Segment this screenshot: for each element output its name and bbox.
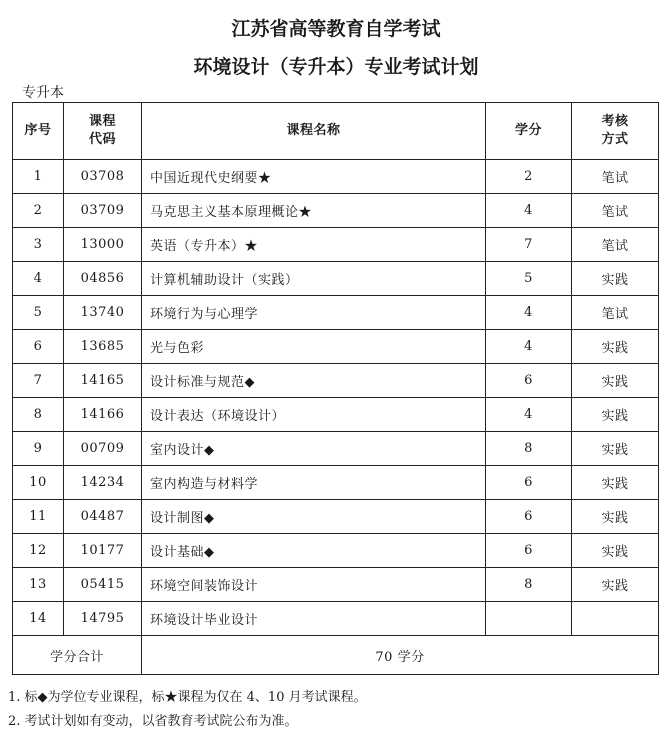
cell-exam — [572, 602, 659, 636]
cell-credit: 2 — [486, 160, 572, 194]
cell-name: 设计制图◆ — [142, 500, 486, 534]
cell-no: 3 — [13, 228, 64, 262]
header-code-line2: 代码 — [88, 132, 116, 147]
cell-name: 英语（专升本）★ — [142, 228, 486, 262]
cell-credit: 4 — [486, 296, 572, 330]
cell-exam: 实践 — [572, 364, 659, 398]
cell-code: 13740 — [64, 296, 142, 330]
table-row — [13, 568, 659, 602]
cell-name: 马克思主义基本原理概论★ — [142, 194, 486, 228]
cell-no: 8 — [13, 398, 64, 432]
cell-name: 室内设计◆ — [142, 432, 486, 466]
header-credit: 学分 — [486, 103, 572, 160]
cell-credit: 4 — [486, 398, 572, 432]
cell-name: 计算机辅助设计（实践） — [142, 262, 486, 296]
cell-credit: 4 — [486, 194, 572, 228]
cell-exam: 实践 — [572, 534, 659, 568]
table-row — [13, 228, 659, 262]
exam-plan-table — [12, 102, 659, 675]
cell-name: 环境行为与心理学 — [142, 296, 486, 330]
cell-exam: 笔试 — [572, 160, 659, 194]
cell-no: 5 — [13, 296, 64, 330]
table-row — [13, 534, 659, 568]
cell-code: 13000 — [64, 228, 142, 262]
document-subtitle: 环境设计（专升本）专业考试计划 — [193, 56, 479, 78]
cell-name: 设计标准与规范◆ — [142, 364, 486, 398]
cell-credit: 5 — [486, 262, 572, 296]
cell-name: 环境设计毕业设计 — [142, 602, 486, 636]
cell-code: 10177 — [64, 534, 142, 568]
header-exam — [572, 103, 659, 160]
table-row — [13, 296, 659, 330]
cell-code: 04856 — [64, 262, 142, 296]
note-1: 1. 标◆为学位专业课程，标★课程为仅在 4、10 月考试课程。 — [8, 690, 367, 705]
cell-credit: 6 — [486, 466, 572, 500]
note-2: 2. 考试计划如有变动，以省教育考试院公布为准。 — [8, 714, 298, 729]
cell-exam: 实践 — [572, 330, 659, 364]
cell-name: 设计表达（环境设计） — [142, 398, 486, 432]
level-label: 专升本 — [22, 85, 64, 101]
table-row — [13, 432, 659, 466]
cell-no: 1 — [13, 160, 64, 194]
table-row — [13, 330, 659, 364]
cell-exam: 实践 — [572, 398, 659, 432]
cell-no: 10 — [13, 466, 64, 500]
cell-name: 室内构造与材料学 — [142, 466, 486, 500]
cell-exam: 实践 — [572, 568, 659, 602]
table-row — [13, 364, 659, 398]
cell-code: 14166 — [64, 398, 142, 432]
cell-exam: 实践 — [572, 500, 659, 534]
cell-code: 03709 — [64, 194, 142, 228]
cell-name: 设计基础◆ — [142, 534, 486, 568]
cell-name: 中国近现代史纲要★ — [142, 160, 486, 194]
cell-no: 13 — [13, 568, 64, 602]
cell-code: 14234 — [64, 466, 142, 500]
cell-exam: 实践 — [572, 466, 659, 500]
table-row — [13, 398, 659, 432]
cell-exam: 实践 — [572, 262, 659, 296]
total-label: 学分合计 — [13, 636, 142, 675]
header-name: 课程名称 — [142, 103, 486, 160]
cell-code: 03708 — [64, 160, 142, 194]
cell-code: 14165 — [64, 364, 142, 398]
total-value: 70 学分 — [142, 636, 659, 675]
header-no: 序号 — [13, 103, 64, 160]
table-row — [13, 262, 659, 296]
header-code — [64, 103, 142, 160]
cell-no: 2 — [13, 194, 64, 228]
table-row — [13, 160, 659, 194]
cell-no: 14 — [13, 602, 64, 636]
cell-exam: 笔试 — [572, 228, 659, 262]
cell-code: 05415 — [64, 568, 142, 602]
cell-credit: 6 — [486, 500, 572, 534]
total-row — [13, 636, 659, 675]
cell-exam: 笔试 — [572, 296, 659, 330]
cell-credit: 4 — [486, 330, 572, 364]
cell-exam: 笔试 — [572, 194, 659, 228]
cell-no: 6 — [13, 330, 64, 364]
cell-no: 12 — [13, 534, 64, 568]
cell-code: 13685 — [64, 330, 142, 364]
cell-code: 04487 — [64, 500, 142, 534]
cell-credit: 6 — [486, 534, 572, 568]
cell-no: 7 — [13, 364, 64, 398]
table-row — [13, 500, 659, 534]
cell-exam: 实践 — [572, 432, 659, 466]
table-row — [13, 466, 659, 500]
cell-name: 光与色彩 — [142, 330, 486, 364]
cell-code: 14795 — [64, 602, 142, 636]
cell-credit: 7 — [486, 228, 572, 262]
table-row — [13, 194, 659, 228]
cell-credit: 8 — [486, 568, 572, 602]
cell-no: 11 — [13, 500, 64, 534]
cell-no: 4 — [13, 262, 64, 296]
cell-credit: 8 — [486, 432, 572, 466]
cell-credit: 6 — [486, 364, 572, 398]
document-title: 江苏省高等教育自学考试 — [231, 18, 441, 40]
header-exam-line2: 方式 — [601, 132, 629, 147]
cell-credit — [486, 602, 572, 636]
header-exam-line1: 考核 — [601, 114, 629, 129]
table-row — [13, 602, 659, 636]
table-header-row — [13, 103, 659, 160]
cell-name: 环境空间装饰设计 — [142, 568, 486, 602]
cell-code: 00709 — [64, 432, 142, 466]
header-code-line1: 课程 — [88, 114, 116, 129]
cell-no: 9 — [13, 432, 64, 466]
